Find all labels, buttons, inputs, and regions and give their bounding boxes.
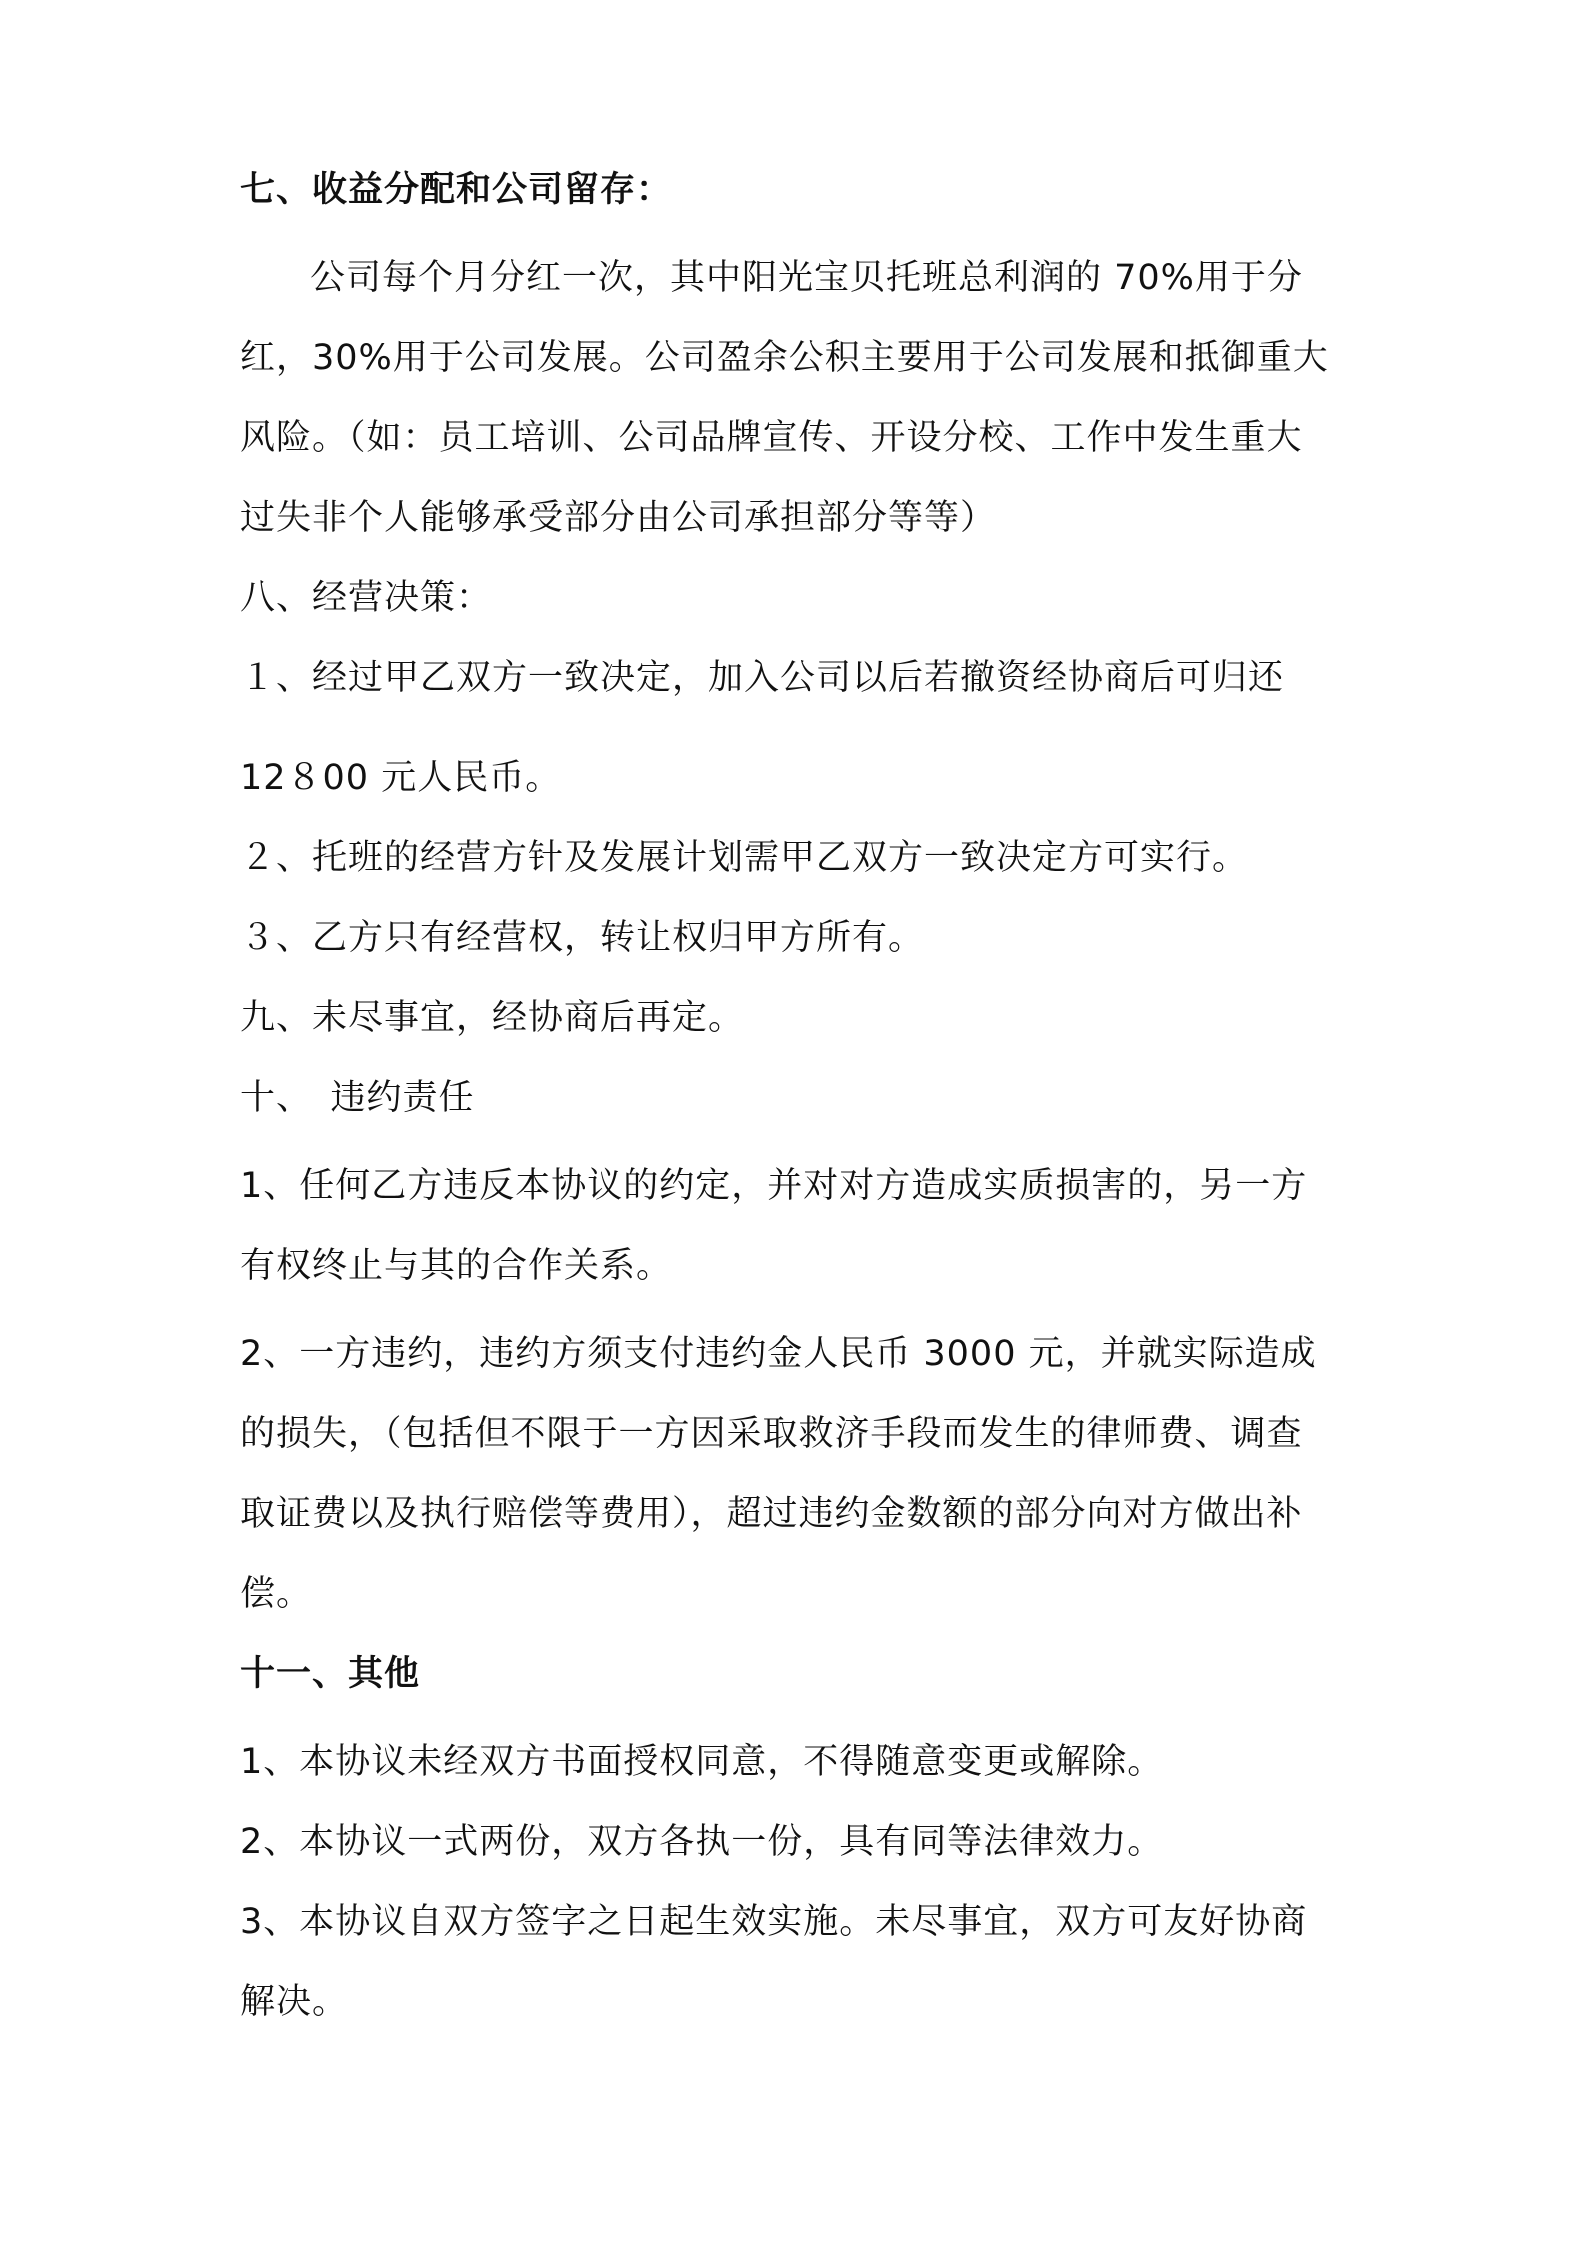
section-11-item-1: 1、本协议未经双方书面授权同意，不得随意变更或解除。 bbox=[240, 1742, 1164, 1782]
spacer bbox=[240, 1138, 1360, 1146]
section-10-item-1-line-2: 有权终止与其的合作关系。 bbox=[240, 1246, 673, 1286]
section-8-item-2: ２、托班的经营方针及发展计划需甲乙双方一致决定方可实行。 bbox=[240, 838, 1249, 878]
section-10-heading: 十、 违约责任 bbox=[240, 1078, 475, 1118]
section-10-item-2-line-4: 偿。 bbox=[240, 1574, 313, 1614]
spacer bbox=[240, 230, 1360, 238]
section-11-item-3-line-2: 解决。 bbox=[240, 1982, 349, 2022]
section-11-item-3-line-1: 3、本协议自双方签字之日起生效实施。未尽事宜，双方可友好协商 bbox=[240, 1902, 1308, 1942]
section-10-item-2-line-1: 2、一方违约，违约方须支付违约金人民币 3000 元，并就实际造成 bbox=[240, 1334, 1317, 1374]
section-7-paragraph-line-4: 过失非个人能够承受部分由公司承担部分等等） bbox=[240, 498, 997, 538]
spacer bbox=[240, 718, 1360, 738]
section-11-heading: 十一、其他 bbox=[240, 1654, 421, 1694]
section-8-heading: 八、经营决策： bbox=[240, 578, 493, 618]
section-8-item-3: ３、乙方只有经营权，转让权归甲方所有。 bbox=[240, 918, 925, 958]
section-7-paragraph-line-3: 风险。（如：员工培训、公司品牌宣传、开设分校、工作中发生重大 bbox=[240, 418, 1303, 458]
section-10-item-1-line-1: 1、任何乙方违反本协议的约定，并对对方造成实质损害的，另一方 bbox=[240, 1166, 1308, 1206]
section-11-item-2: 2、本协议一式两份，双方各执一份，具有同等法律效力。 bbox=[240, 1822, 1164, 1862]
document-content bbox=[240, 150, 1360, 2042]
section-8-item-1-line-2: 12８00 元人民币。 bbox=[240, 758, 562, 798]
spacer bbox=[240, 1306, 1360, 1314]
section-10-item-2-line-2: 的损失，（包括但不限于一方因采取救济手段而发生的律师费、调查 bbox=[240, 1414, 1303, 1454]
section-9-heading: 九、未尽事宜，经协商后再定。 bbox=[240, 998, 745, 1038]
section-7-heading: 七、收益分配和公司留存： bbox=[240, 170, 673, 210]
section-7-paragraph-line-2: 红，30%用于公司发展。公司盈余公积主要用于公司发展和抵御重大 bbox=[240, 338, 1329, 378]
spacer bbox=[240, 1714, 1360, 1722]
section-8-item-1-line-1: １、经过甲乙双方一致决定，加入公司以后若撤资经协商后可归还 bbox=[240, 658, 1285, 698]
section-7-paragraph-line-1: 公司每个月分红一次，其中阳光宝贝托班总利润的 70%用于分 bbox=[310, 258, 1303, 298]
section-10-item-2-line-3: 取证费以及执行赔偿等费用），超过违约金数额的部分向对方做出补 bbox=[240, 1494, 1303, 1534]
